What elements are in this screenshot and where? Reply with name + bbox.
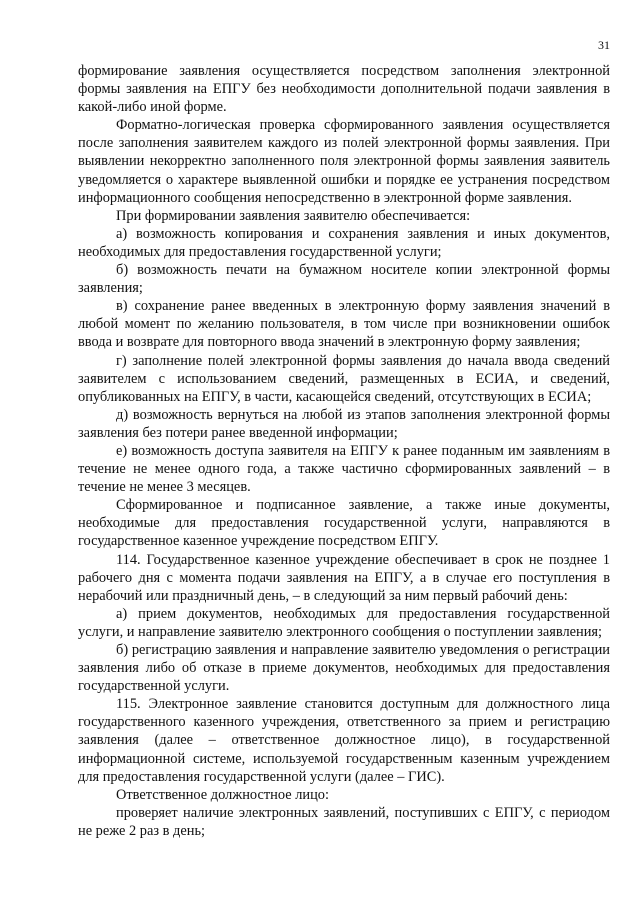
paragraph-form-submission: формирование заявления осуществляется посредством заполнения электронной формы заявления на ЕПГУ без необходимости дополнительной подачи заявления в какой-либо иной форме. bbox=[78, 63, 610, 116]
list-item-b-print: б) возможность печати на бумажном носителе копии электронной формы заявления; bbox=[78, 262, 610, 297]
paragraph-format-check: Форматно-логическая проверка сформированного заявления осуществляется после заполнения заявителем каждого из полей электронной формы заявления. При выявлении некорректно заполненного поля электронной формы заявления заявитель уведомляется о характере выявленной ошибки и порядке ее устранения посредством информационного сообщения непосредственно в электронной форме заявления. bbox=[78, 117, 610, 206]
paragraph-114: 114. Государственное казенное учреждение обеспечивает в срок не позднее 1 рабочего дня с момента подачи заявления на ЕПГУ, а в случае его поступления в нерабочий или праздничный день, – в следующий за ним первый рабочий день: bbox=[78, 551, 610, 604]
paragraph-responsible-official: Ответственное должностное лицо: bbox=[116, 786, 329, 803]
list-item-g-prefill: г) заполнение полей электронной формы заявления до начала ввода сведений заявителем с использованием сведений, размещенных в ЕСИА, и сведений, опубликованных на ЕПГУ, в части, касающейся сведений, отсутствующих в ЕСИА; bbox=[78, 352, 610, 405]
page-number: 31 bbox=[598, 38, 610, 52]
list-item-114-a: а) прием документов, необходимых для предоставления государственной услуги, и направление заявителю электронного сообщения о поступлении заявления; bbox=[78, 605, 610, 640]
paragraph-115: 115. Электронное заявление становится доступным для должностного лица государственного казенного учреждения, ответственного за прием и регистрацию заявления (далее – ответственное должностное лицо), в государственной информационной системе, используемой государственным казенным учреждением для предоставления государственной услуги (далее – ГИС). bbox=[78, 696, 610, 785]
list-item-a-copy: а) возможность копирования и сохранения заявления и иных документов, необходимых для предоставления государственной услуги; bbox=[78, 225, 610, 260]
list-item-v-save: в) сохранение ранее введенных в электронную форму заявления значений в любой момент по желанию пользователя, в том числе при возникновении ошибок ввода и возврате для повторного ввода значений в электронную форму заявления; bbox=[78, 298, 610, 351]
list-item-d-return: д) возможность вернуться на любой из этапов заполнения электронной формы заявления без потери ранее введенной информации; bbox=[78, 406, 610, 441]
list-item-114-b: б) регистрацию заявления и направление заявителю уведомления о регистрации заявления либо об отказе в приеме документов, необходимых для предоставления государственной услуги. bbox=[78, 642, 610, 695]
paragraph-checks-applications: проверяет наличие электронных заявлений, поступивших с ЕПГУ, с периодом не реже 2 раз в день; bbox=[78, 804, 610, 839]
paragraph-signed-application: Сформированное и подписанное заявление, а также иные документы, необходимые для предоставления государственной услуги, направляются в государственное казенное учреждение посредством ЕПГУ. bbox=[78, 497, 610, 550]
paragraph-provided-features: При формировании заявления заявителю обеспечивается: bbox=[116, 207, 471, 224]
list-item-e-access: е) возможность доступа заявителя на ЕПГУ к ранее поданным им заявлениям в течение не менее одного года, а также частично сформированных заявлений – в течение не менее 3 месяцев. bbox=[78, 442, 610, 496]
